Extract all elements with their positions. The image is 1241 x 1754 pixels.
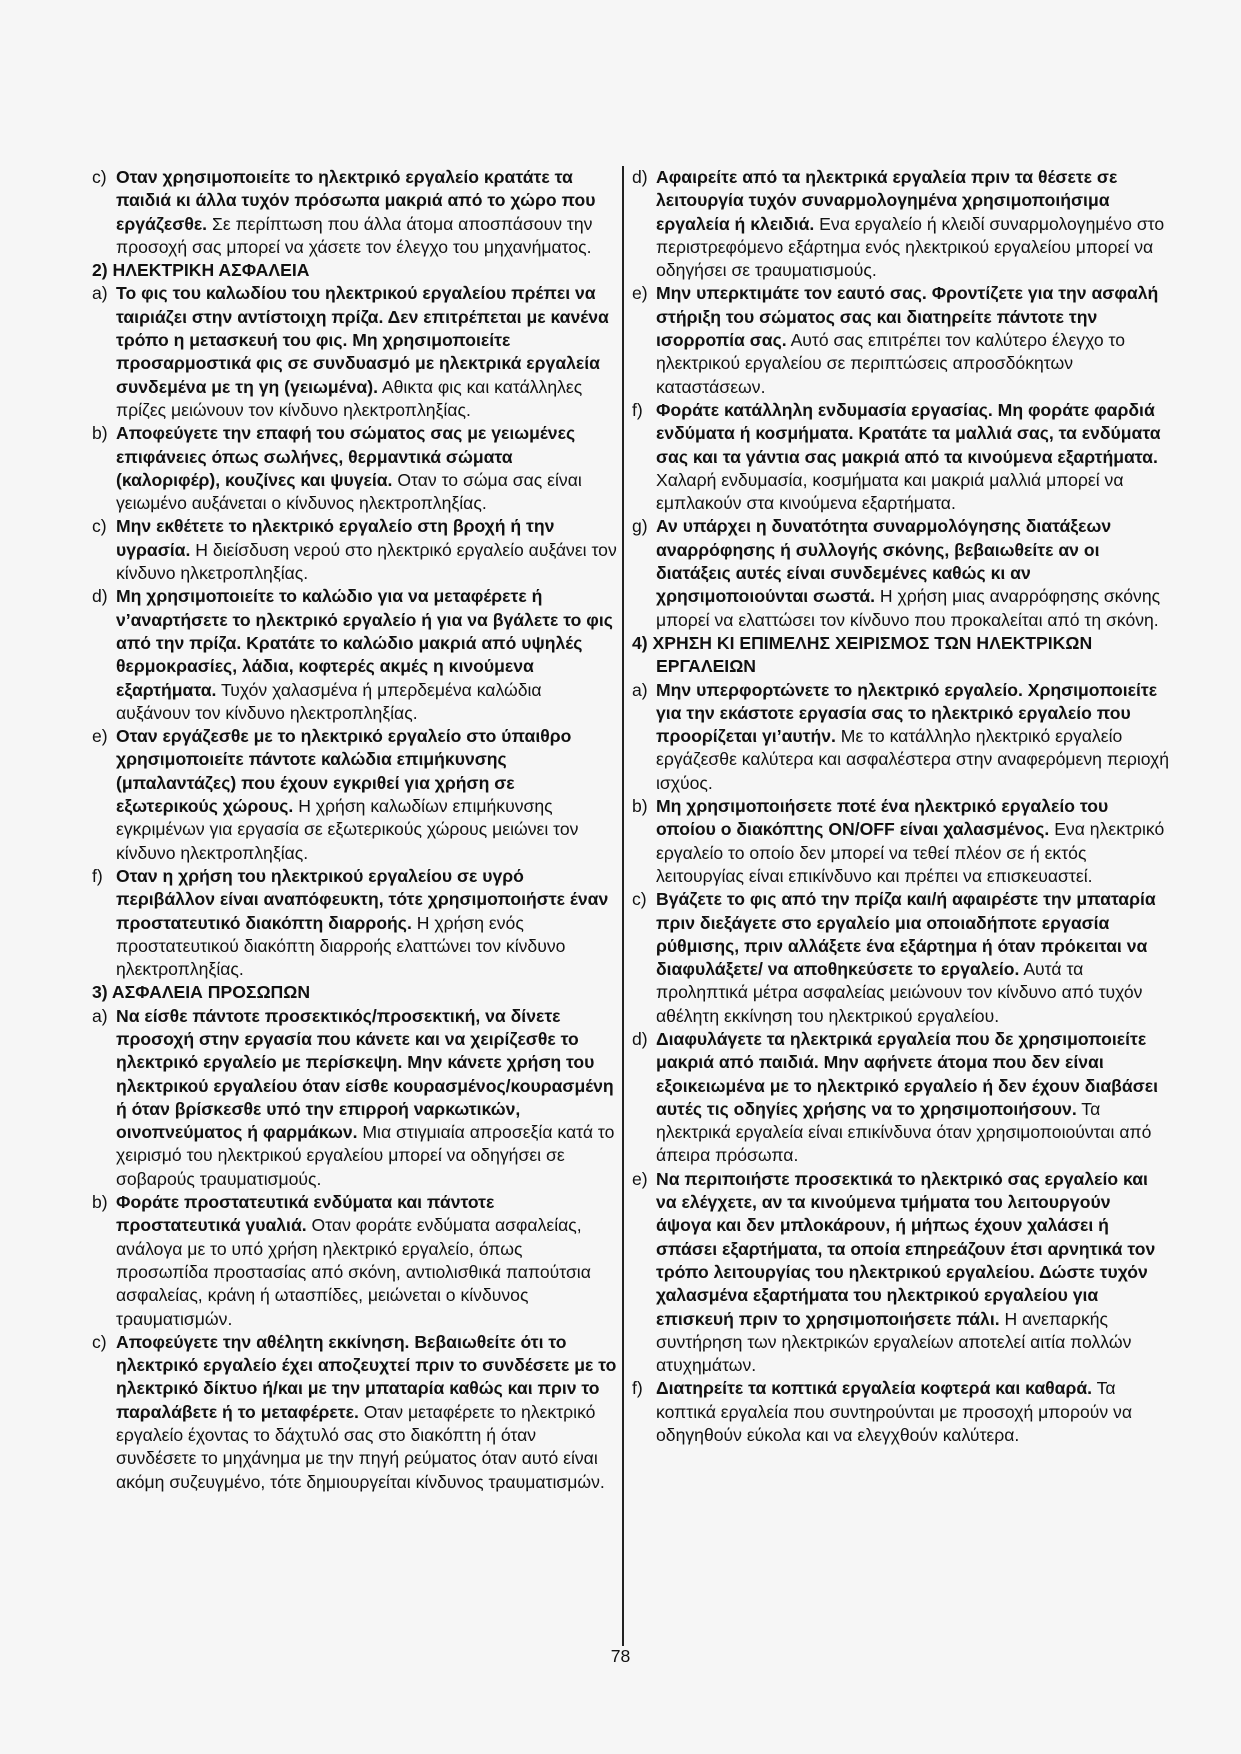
item-body-text: Ενα ηλεκτρικό εργαλείο το οποίο δεν μπορεί να τεθεί πλέον σε ή εκτός λειτουργίας είναι επικίνδυνο και πρέπει να επισκευαστεί.	[656, 819, 1165, 886]
item-bold-text: Οταν εργάζεσθε με το ηλεκτρικό εργαλείο στο ύπαιθρο χρησιμοποιείτε πάντοτε καλώδια επιμήκυνσης (μπαλαντάζες) που έχουν εγκριθεί για χρήση σε εξωτερικούς χώρους.	[116, 726, 572, 817]
list-item	[92, 725, 618, 865]
item-letter: d)	[632, 1028, 648, 1049]
item-letter: e)	[92, 726, 108, 747]
column-divider	[622, 166, 624, 1646]
item-body-text: Μια στιγμιαία απροσεξία κατά το χειρισμό του ηλεκτρικού εργαλείου μπορεί να οδηγήσει σε σοβαρούς τραυματισμούς.	[116, 1122, 615, 1189]
item-body-text: Οταν μεταφέρετε το ηλεκτρικό εργαλείο έχοντας το δάχτυλό σας στο διακόπτη ή όταν συνδέσετε το μηχάνημα με την πηγή ρεύματος όταν αυτό είναι ακόμη συζευγμένο, τότε δημιουργείται κίνδυνος τραυματισμών.	[116, 1401, 605, 1492]
section-heading: 4) ΧΡΗΣΗ ΚΙ ΕΠΙΜΕΛΗΣ ΧΕΙΡΙΣΜΟΣ ΤΩΝ ΗΛΕΚΤΡΙΚΩΝ ΕΡΓΑΛΕΙΩΝ	[632, 632, 1093, 677]
item-letter: e)	[632, 1168, 648, 1189]
item-bold-text: Αποφεύγετε την επαφή του σώματος σας με γειωμένες επιφάνειες όπως σωλήνες, θερμαντικά σώματα (καλοριφέρ), κουζίνες και ψυγεία.	[116, 423, 576, 490]
list-item	[92, 1331, 618, 1494]
item-letter: c)	[92, 167, 107, 187]
item-bold-text: Μην υπερκτιμάτε τον εαυτό σας. Φροντίζετε για την ασφαλή στήριξη του σώματος σας και διατηρείτε πάντοτε την ισορροπία σας.	[656, 283, 1159, 351]
item-bold-text: Μη χρησιμοποιήσετε ποτέ ένα ηλεκτρικό εργαλείο του οποίου ο διακόπτης ON/OFF είναι χαλασμένος.	[656, 796, 1109, 840]
item-letter: f)	[632, 1378, 643, 1399]
item-bold-text: Βγάζετε το φις από την πρίζα και/ή αφαιρέστε την μπαταρία πριν διεξάγετε στο εργαλείο μια οποιαδήποτε εργασία ρύθμισης, πριν αλλάξετε ένα εξάρτημα ή όταν πρόκειται να διαφυλάξετε/ να αποθηκεύσετε το εργαλείο.	[656, 889, 1156, 980]
list-item	[632, 399, 1170, 515]
list-item	[632, 1028, 1170, 1168]
item-letter: g)	[632, 516, 648, 537]
item-letter: e)	[632, 283, 648, 304]
item-letter: d)	[632, 167, 648, 187]
item-bold-text: Φοράτε προστατευτικά ενδύματα και πάντοτε προστατευτικά γυαλιά.	[116, 1192, 495, 1236]
section-heading: 3) ΑΣΦΑΛΕΙΑ ΠΡΟΣΩΠΩΝ	[92, 982, 311, 1003]
item-body-text: Αυτά τα προληπτικά μέτρα ασφαλείας μειώνουν τον κίνδυνο από τυχόν αθέλητη εκκίνηση του ηλεκτρικού εργαλείου.	[656, 959, 1143, 1026]
item-letter: a)	[92, 283, 108, 304]
list-item	[92, 515, 618, 585]
list-item	[632, 888, 1170, 1028]
list-item	[92, 1191, 618, 1331]
item-letter: c)	[632, 889, 647, 910]
item-letter: b)	[92, 1192, 108, 1213]
item-bold-text: Φοράτε κατάλληλη ενδυμασία εργασίας. Μη φοράτε φαρδιά ενδύματα ή κοσμήματα. Κρατάτε τα μαλλιά σας, τα ενδύματα σας και τα γάντια σας μακριά από τα κινούμενα εξαρτήματα.	[656, 399, 1161, 467]
list-item	[92, 166, 618, 259]
item-bold-text: Διατηρείτε τα κοπτικά εργαλεία κοφτερά και καθαρά.	[656, 1378, 1093, 1399]
list-item	[632, 795, 1170, 888]
item-bold-text: Να περιποιήστε προσεκτικά το ηλεκτρικό σας εργαλείο και να ελέγχετε, αν τα κινούμενα τμήματα του λειτουργούν άψογα και δεν μπλοκάρουν, ή μήπως έχουν χαλάσει ή σπάσει εξαρτήματα, τα οποία επηρεάζουν έτσι αρνητικά τον τρόπο λειτουργίας του ηλεκτρικού εργαλείου. Δώστε τυχόν χαλασμένα εξαρτήματα του ηλεκτρικού εργαλείου για επισκευή πριν το χρησιμοποιήσετε πάλι.	[656, 1168, 1156, 1329]
item-letter: a)	[92, 1005, 108, 1026]
item-letter: f)	[92, 865, 103, 886]
section-heading: 2) ΗΛΕΚΤΡΙΚΗ ΑΣΦΑΛΕΙΑ	[92, 260, 310, 281]
left-column	[92, 166, 618, 1494]
list-item	[92, 282, 618, 422]
list-item	[632, 1168, 1170, 1378]
list-item	[632, 515, 1170, 631]
item-body-text: Με το κατάλληλο ηλεκτρικό εργαλείο εργάζεσθε καλύτερα και ασφαλέστερα στην αναφερόμενη περιοχή ισχύος.	[656, 726, 1170, 793]
item-letter: f)	[632, 399, 643, 420]
list-item	[92, 1005, 618, 1191]
item-body-text: Η χρήση καλωδίων επιμήκυνσης εγκριμένων για εργασία σε εξωτερικούς χώρους μειώνει τον κίνδυνο ηλεκτροπληξίας.	[116, 796, 579, 863]
item-bold-text: Το φις του καλωδίου του ηλεκτρικού εργαλείου πρέπει να ταιριάζει στην αντίστοιχη πρίζα. Δεν επιτρέπεται με κανένα τρόπο η μετασκευή του φις. Μη χρησιμοποιείτε προσαρμοστικά φις σε συνδυασμό με ηλεκτρικά εργαλεία συνδεμένα με τη γη (γειωμένα).	[116, 283, 609, 397]
item-letter: c)	[92, 1331, 107, 1352]
item-bold-text: Οταν η χρήση του ηλεκτρικού εργαλείου σε υγρό περιβάλλον είναι αναπόφευκτη, τότε χρησιμοποιήστε έναν προστατευτικό διακόπτη διαρροής.	[116, 865, 609, 933]
list-item	[92, 865, 618, 981]
item-body-text: Η χρήση μιας αναρρόφησης σκόνης μπορεί να ελαττώσει τον κίνδυνο που προκαλείται από τη σκόνη.	[656, 586, 1161, 630]
item-body-text: Σε περίπτωση που άλλα άτομα αποσπάσουν την προσοχή σας μπορεί να χάσετε τον έλεγχο του μηχανήματος.	[116, 213, 593, 257]
item-body-text: Τα ηλεκτρικά εργαλεία είναι επικίνδυνα όταν χρησιμοποιούνται από άπειρα πρόσωπα.	[656, 1098, 1152, 1166]
item-bold-text: Μην υπερφορτώνετε το ηλεκτρικό εργαλείο. Χρησιμοποιείτε για την εκάστοτε εργασία σας το ηλεκτρικό εργαλείο που προορίζεται γι’αυτήν.	[656, 679, 1158, 747]
item-body-text: Αθικτα φις και κατάλληλες πρίζες μειώνουν τον κίνδυνο ηλεκτροπληξίας.	[116, 376, 583, 420]
item-body-text: Η ανεπαρκής συντήρηση των ηλεκτρικών εργαλείων αποτελεί αιτία πολλών ατυχημάτων.	[656, 1308, 1132, 1376]
right-column	[632, 166, 1170, 1447]
page-number: 78	[610, 1646, 631, 1666]
item-bold-text: Αφαιρείτε από τα ηλεκτρικά εργαλεία πριν τα θέσετε σε λειτουργία τυχόν συναρμολογημένα χρησιμοποιήσιμα εργαλεία ή κλειδιά.	[656, 167, 1118, 234]
list-item	[632, 679, 1170, 795]
item-letter: b)	[92, 423, 108, 444]
list-item	[632, 1377, 1170, 1447]
item-letter: d)	[92, 586, 108, 607]
list-item	[632, 282, 1170, 398]
item-body-text: Οταν το σώμα σας είναι γειωμένο αυξάνεται ο κίνδυνος ηλεκτροπληξίας.	[116, 469, 582, 514]
item-bold-text: Αν υπάρχει η δυνατότητα συναρμολόγησης διατάξεων αναρρόφησης ή συλλογής σκόνης, βεβαιωθείτε αν οι διατάξεις αυτές είναι συνδεμένες καθώς κι αν χρησιμοποιούνται σωστά.	[656, 516, 1112, 607]
item-bold-text: Να είσθε πάντοτε προσεκτικός/προσεκτική, να δίνετε προσοχή στην εργασία που κάνετε και να χειρίζεσθε το ηλεκτρικό εργαλείο με περίσκεψη. Μην κάνετε χρήση του ηλεκτρικού εργαλείου όταν είσθε κουρασμένος/κουρασμένη ή όταν βρίσκεσθε υπό την επιρροή ναρκωτικών, οινοπνεύματος ή φαρμάκων.	[116, 1005, 614, 1143]
item-body-text: Οταν φοράτε ενδύματα ασφαλείας, ανάλογα με το υπό χρήση ηλεκτρικό εργαλείο, όπως προσωπίδα προστασίας από σκόνη, αντιολισθικά παπούτσια ασφαλείας, κράνη ή ωτασπίδες, μειώνεται ο κίνδυνος τραυματισμών.	[116, 1215, 591, 1329]
item-body-text: Η χρήση ενός προστατευτικού διακόπτη διαρροής ελαττώνει τον κίνδυνο ηλεκτροπληξίας.	[116, 912, 566, 980]
item-bold-text: Οταν χρησιμοποιείτε το ηλεκτρικό εργαλείο κρατάτε τα παιδιά κι άλλα τυχόν πρόσωπα μακριά από το χώρο που εργάζεσθε.	[116, 167, 596, 234]
item-body-text: Η διείσδυση νερού στο ηλεκτρικό εργαλείο αυξάνει τον κίνδυνο ηλκετροπληξίας.	[116, 539, 617, 584]
item-body-text: Αυτό σας επιτρέπει τον καλύτερο έλεγχο το ηλεκτρικού εργαλείου σε περιπτώσεις απροσδόκητων καταστάσεων.	[656, 330, 1126, 397]
item-body-text: Ενα εργαλείο ή κλειδί συναρμολογημένο στο περιστρεφόμενο εξάρτημα ενός ηλεκτρικού εργαλείου μπορεί να οδηγήσει σε τραυματισμούς.	[656, 213, 1165, 281]
item-body-text: Τυχόν χαλασμένα ή μπερδεμένα καλώδια αυξάνουν τον κίνδυνο ηλεκτροπληξίας.	[116, 679, 542, 723]
item-letter: c)	[92, 516, 107, 537]
item-bold-text: Μην εκθέτετε το ηλεκτρικό εργαλείο στη βροχή ή την υγρασία.	[116, 516, 555, 560]
item-body-text: Τα κοπτικά εργαλεία που συντηρούνται με προσοχή μπορούν να οδηγηθούν εύκολα και να ελεγχθούν καλύτερα.	[656, 1378, 1133, 1446]
item-body-text: Χαλαρή ενδυμασία, κοσμήματα και μακριά μαλλιά μπορεί να εμπλακούν στα κινούμενα εξαρτήματα.	[656, 469, 1124, 514]
list-item	[92, 422, 618, 515]
item-bold-text: Αποφεύγετε την αθέλητη εκκίνηση. Βεβαιωθείτε ότι το ηλεκτρικό εργαλείο έχει αποζευχτεί πριν το συνδέσετε με το ηλεκτρικό δίκτυο ή/και με την μπαταρία καθώς και πριν το παραλάβετε ή το μεταφέρετε.	[116, 1331, 617, 1422]
item-letter: b)	[632, 796, 648, 817]
item-letter: a)	[632, 679, 648, 700]
item-bold-text: Διαφυλάγετε τα ηλεκτρικά εργαλεία που δε χρησιμοποιείτε μακριά από παιδιά. Μην αφήνετε άτομα που δεν είναι εξοικειωμένα με το ηλεκτρικό εργαλείο ή δεν έχουν διαβάσει αυτές τις οδηγίες χρήσης να το χρησιμοποιήσουν.	[656, 1028, 1158, 1119]
list-item	[92, 585, 618, 725]
item-bold-text: Μη χρησιμοποιείτε το καλώδιο για να μεταφέρετε ή ν’αναρτήσετε το ηλεκτρικό εργαλείο ή για να βγάλετε το φις από την πρίζα. Κρατάτε το καλώδιο μακριά από υψηλές θερμοκρασίες, λάδια, κοφτερές ακμές η κινούμενα εξαρτήματα.	[116, 586, 613, 700]
list-item	[632, 166, 1170, 282]
